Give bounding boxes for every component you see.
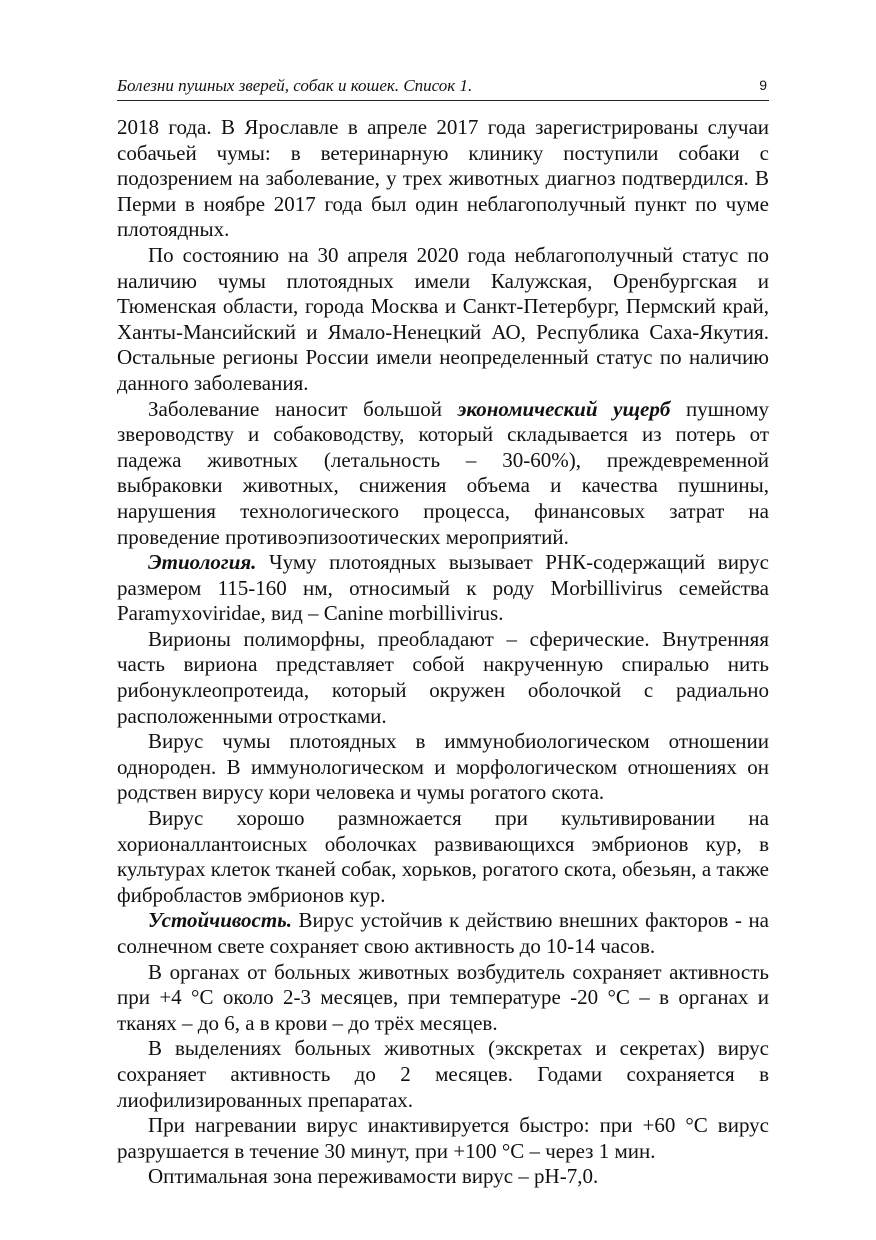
section-heading: Устойчивость. (148, 908, 292, 933)
paragraph-immunology (117, 729, 769, 806)
paragraph-organs (117, 960, 769, 1037)
paragraph-text: Вирус хорошо размножается при культивировании на хорионаллантоисных оболочках развивающихся эмбрионов кур, в культурах клеток тканей собак, хорьков, рогатого скота, обезьян, а также фибробластов эмбрионов кур. (117, 806, 769, 907)
paragraph-cultivation (117, 806, 769, 908)
paragraph-text: Оптимальная зона переживамости вирус – рН-7,0. (148, 1164, 599, 1189)
running-title: Болезни пушных зверей, собак и кошек. Список 1. (117, 76, 473, 95)
paragraph-text: Чуму плотоядных вызывает РНК-содержащий вирус размером 115-160 нм, относимый к роду Morbillivirus семейства Paramyxoviridae, вид – Canine morbillivirus. (117, 550, 769, 626)
paragraph-text: В органах от больных животных возбудитель сохраняет активность при +4 °С около 2-3 месяцев, при температуре -20 °С – в органах и тканях – до 6, а в крови – до трёх месяцев. (117, 959, 769, 1035)
paragraph-text: Вирус чумы плотоядных в иммунобиологическом отношении однороден. В иммунологическом и морфологическом отношениях он родствен вирусу кори человека и чумы рогатого скота. (117, 729, 769, 805)
paragraph-continued (117, 115, 769, 243)
paragraph-text: Вирионы полиморфны, преобладают – сферические. Внутренняя часть вириона представляет собой накрученную спиралью нить рибонуклеопротеида, который окружен оболочкой с радиально расположенными отростками. (117, 626, 769, 728)
paragraph-ph (117, 1164, 769, 1190)
paragraph-virions (117, 627, 769, 729)
paragraph-secretions (117, 1036, 769, 1113)
page-header (117, 74, 769, 101)
body-text (117, 115, 769, 1190)
paragraph-economic-damage (117, 397, 769, 551)
paragraph-status (117, 243, 769, 397)
paragraph-etiology (117, 550, 769, 627)
paragraph-resistance (117, 908, 769, 959)
paragraph-text: Вирус устойчив к действию внешних факторов - на солнечном свете сохраняет свою активность до 10-14 часов. (117, 908, 769, 958)
paragraph-text: В выделениях больных животных (экскретах и секретах) вирус сохраняет активность до 2 месяцев. Годами сохраняется в лиофилизированных препаратах. (117, 1036, 769, 1112)
paragraph-text: По состоянию на 30 апреля 2020 года неблагополучный статус по наличию чумы плотоядных имели Калужская, Оренбургская и Тюменская области, города Москва и Санкт-Петербург, Пермский край, Ханты-Мансийский и Ямало-Ненецкий АО, Республика Саха-Якутия. Остальные регионы России имели неопределенный статус по наличию данного заболевания. (117, 242, 769, 395)
paragraph-text: При нагревании вирус инактивируется быстро: при +60 °С вирус разрушается в течение 30 минут, при +100 °С – через 1 мин. (117, 1113, 769, 1163)
emphasis-term: экономический ущерб (457, 396, 671, 421)
paragraph-text: пушному звероводству и собаководству, который складывается из потерь от падежа животных (летальность – 30-60%), преждевременной выбраковки животных, снижения объема и качества пушнины, нарушения технологического процесса, финансовых затрат на проведение противоэпизоотических мероприятий. (117, 396, 769, 549)
paragraph-text: 2018 года. В Ярославле в апреле 2017 года зарегистрированы случаи собачьей чумы: в ветеринарную клинику поступили собаки с подозрением на заболевание, у трех животных диагноз подтвердился. В Перми в ноябре 2017 года был один неблагополучный пункт по чуме плотоядных. (117, 115, 769, 242)
section-heading: Этиология. (148, 550, 257, 575)
page-number: 9 (759, 77, 767, 93)
paragraph-text: Заболевание наносит большой (148, 396, 458, 421)
paragraph-heating (117, 1113, 769, 1164)
